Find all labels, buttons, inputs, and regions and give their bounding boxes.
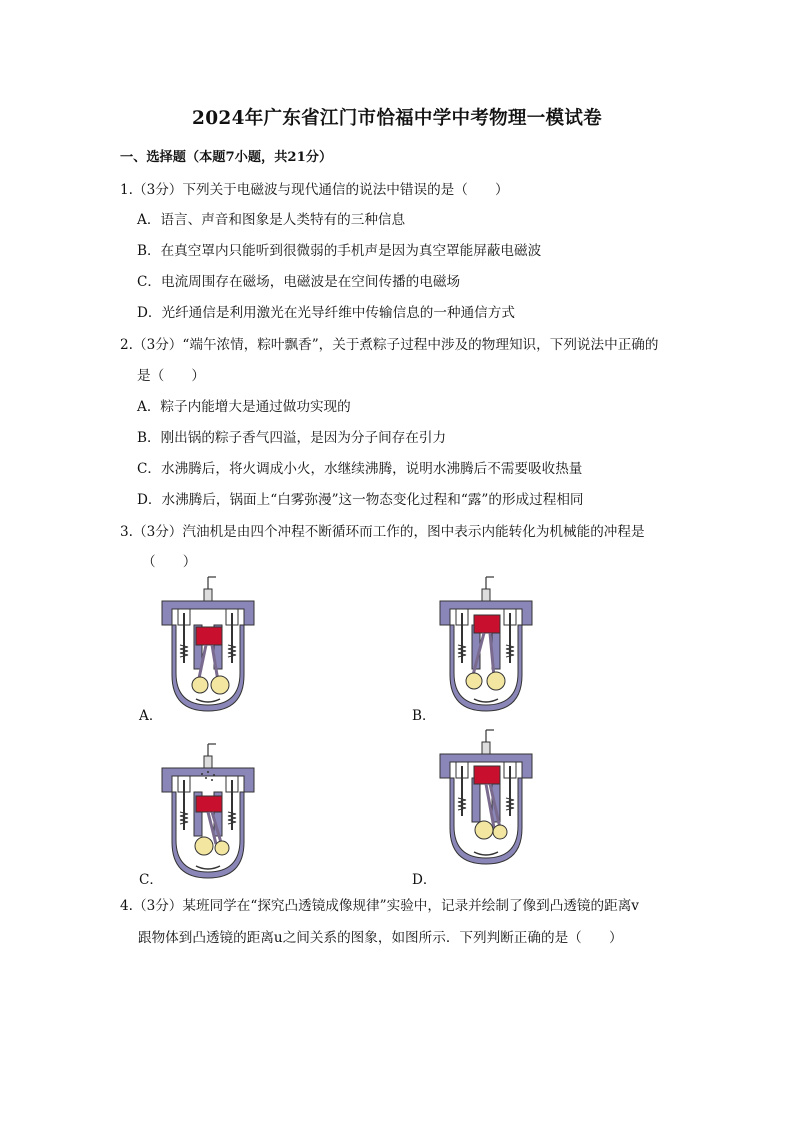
q2-option-a: A．粽子内能增大是通过做功实现的 [137, 399, 351, 415]
engine-diagram-b [436, 575, 536, 715]
q2-stem-line1: 2.（3分）“端午浓情，粽叶飘香”，关于煮粽子过程中涉及的物理知识，下列说法中正确的 [120, 337, 659, 353]
q1-option-a: A．语言、声音和图象是人类特有的三种信息 [137, 212, 406, 228]
q4-stem-line1: 4.（3分）某班同学在“探究凸透镜成像规律”实验中，记录并绘制了像到凸透镜的距离v [120, 898, 639, 914]
figure-label-a: A． [139, 708, 163, 724]
exam-title: 2024年广东省江门市恰福中学中考物理一模试卷 [192, 108, 602, 129]
q4-stem-line2: 跟物体到凸透镜的距离u之间关系的图象，如图所示．下列判断正确的是（ ） [138, 930, 623, 946]
figure-label-c: C． [139, 872, 163, 888]
figure-label-b: B． [412, 708, 436, 724]
q1-option-b: B．在真空罩内只能听到很微弱的手机声是因为真空罩能屏蔽电磁波 [137, 243, 542, 259]
section-heading: 一、选择题（本题7小题，共21分） [120, 150, 333, 165]
q2-option-b: B．刚出锅的粽子香气四溢，是因为分子间存在引力 [137, 430, 447, 446]
q1-option-c: C．电流周围存在磁场，电磁波是在空间传播的电磁场 [137, 274, 461, 290]
figure-label-d: D． [412, 872, 437, 888]
q3-stem-line2: （ ） [142, 554, 197, 570]
q1-option-d: D．光纤通信是利用激光在光导纤维中传输信息的一种通信方式 [137, 305, 515, 321]
q3-stem-line1: 3.（3分）汽油机是由四个冲程不断循环而工作的，图中表示内能转化为机械能的冲程是 [120, 524, 645, 540]
engine-diagram-c [158, 742, 258, 882]
q2-stem-line2: 是（ ） [137, 368, 205, 384]
q2-option-c: C．水沸腾后，将火调成小火，水继续沸腾，说明水沸腾后不需要吸收热量 [137, 461, 583, 477]
q1-stem: 1.（3分）下列关于电磁波与现代通信的说法中错误的是（ ） [120, 182, 509, 198]
engine-diagram-a [158, 575, 258, 715]
q2-option-d: D．水沸腾后，锅面上“白雾弥漫”这一物态变化过程和“露”的形成过程相同 [137, 492, 584, 508]
engine-diagram-d [436, 728, 536, 868]
